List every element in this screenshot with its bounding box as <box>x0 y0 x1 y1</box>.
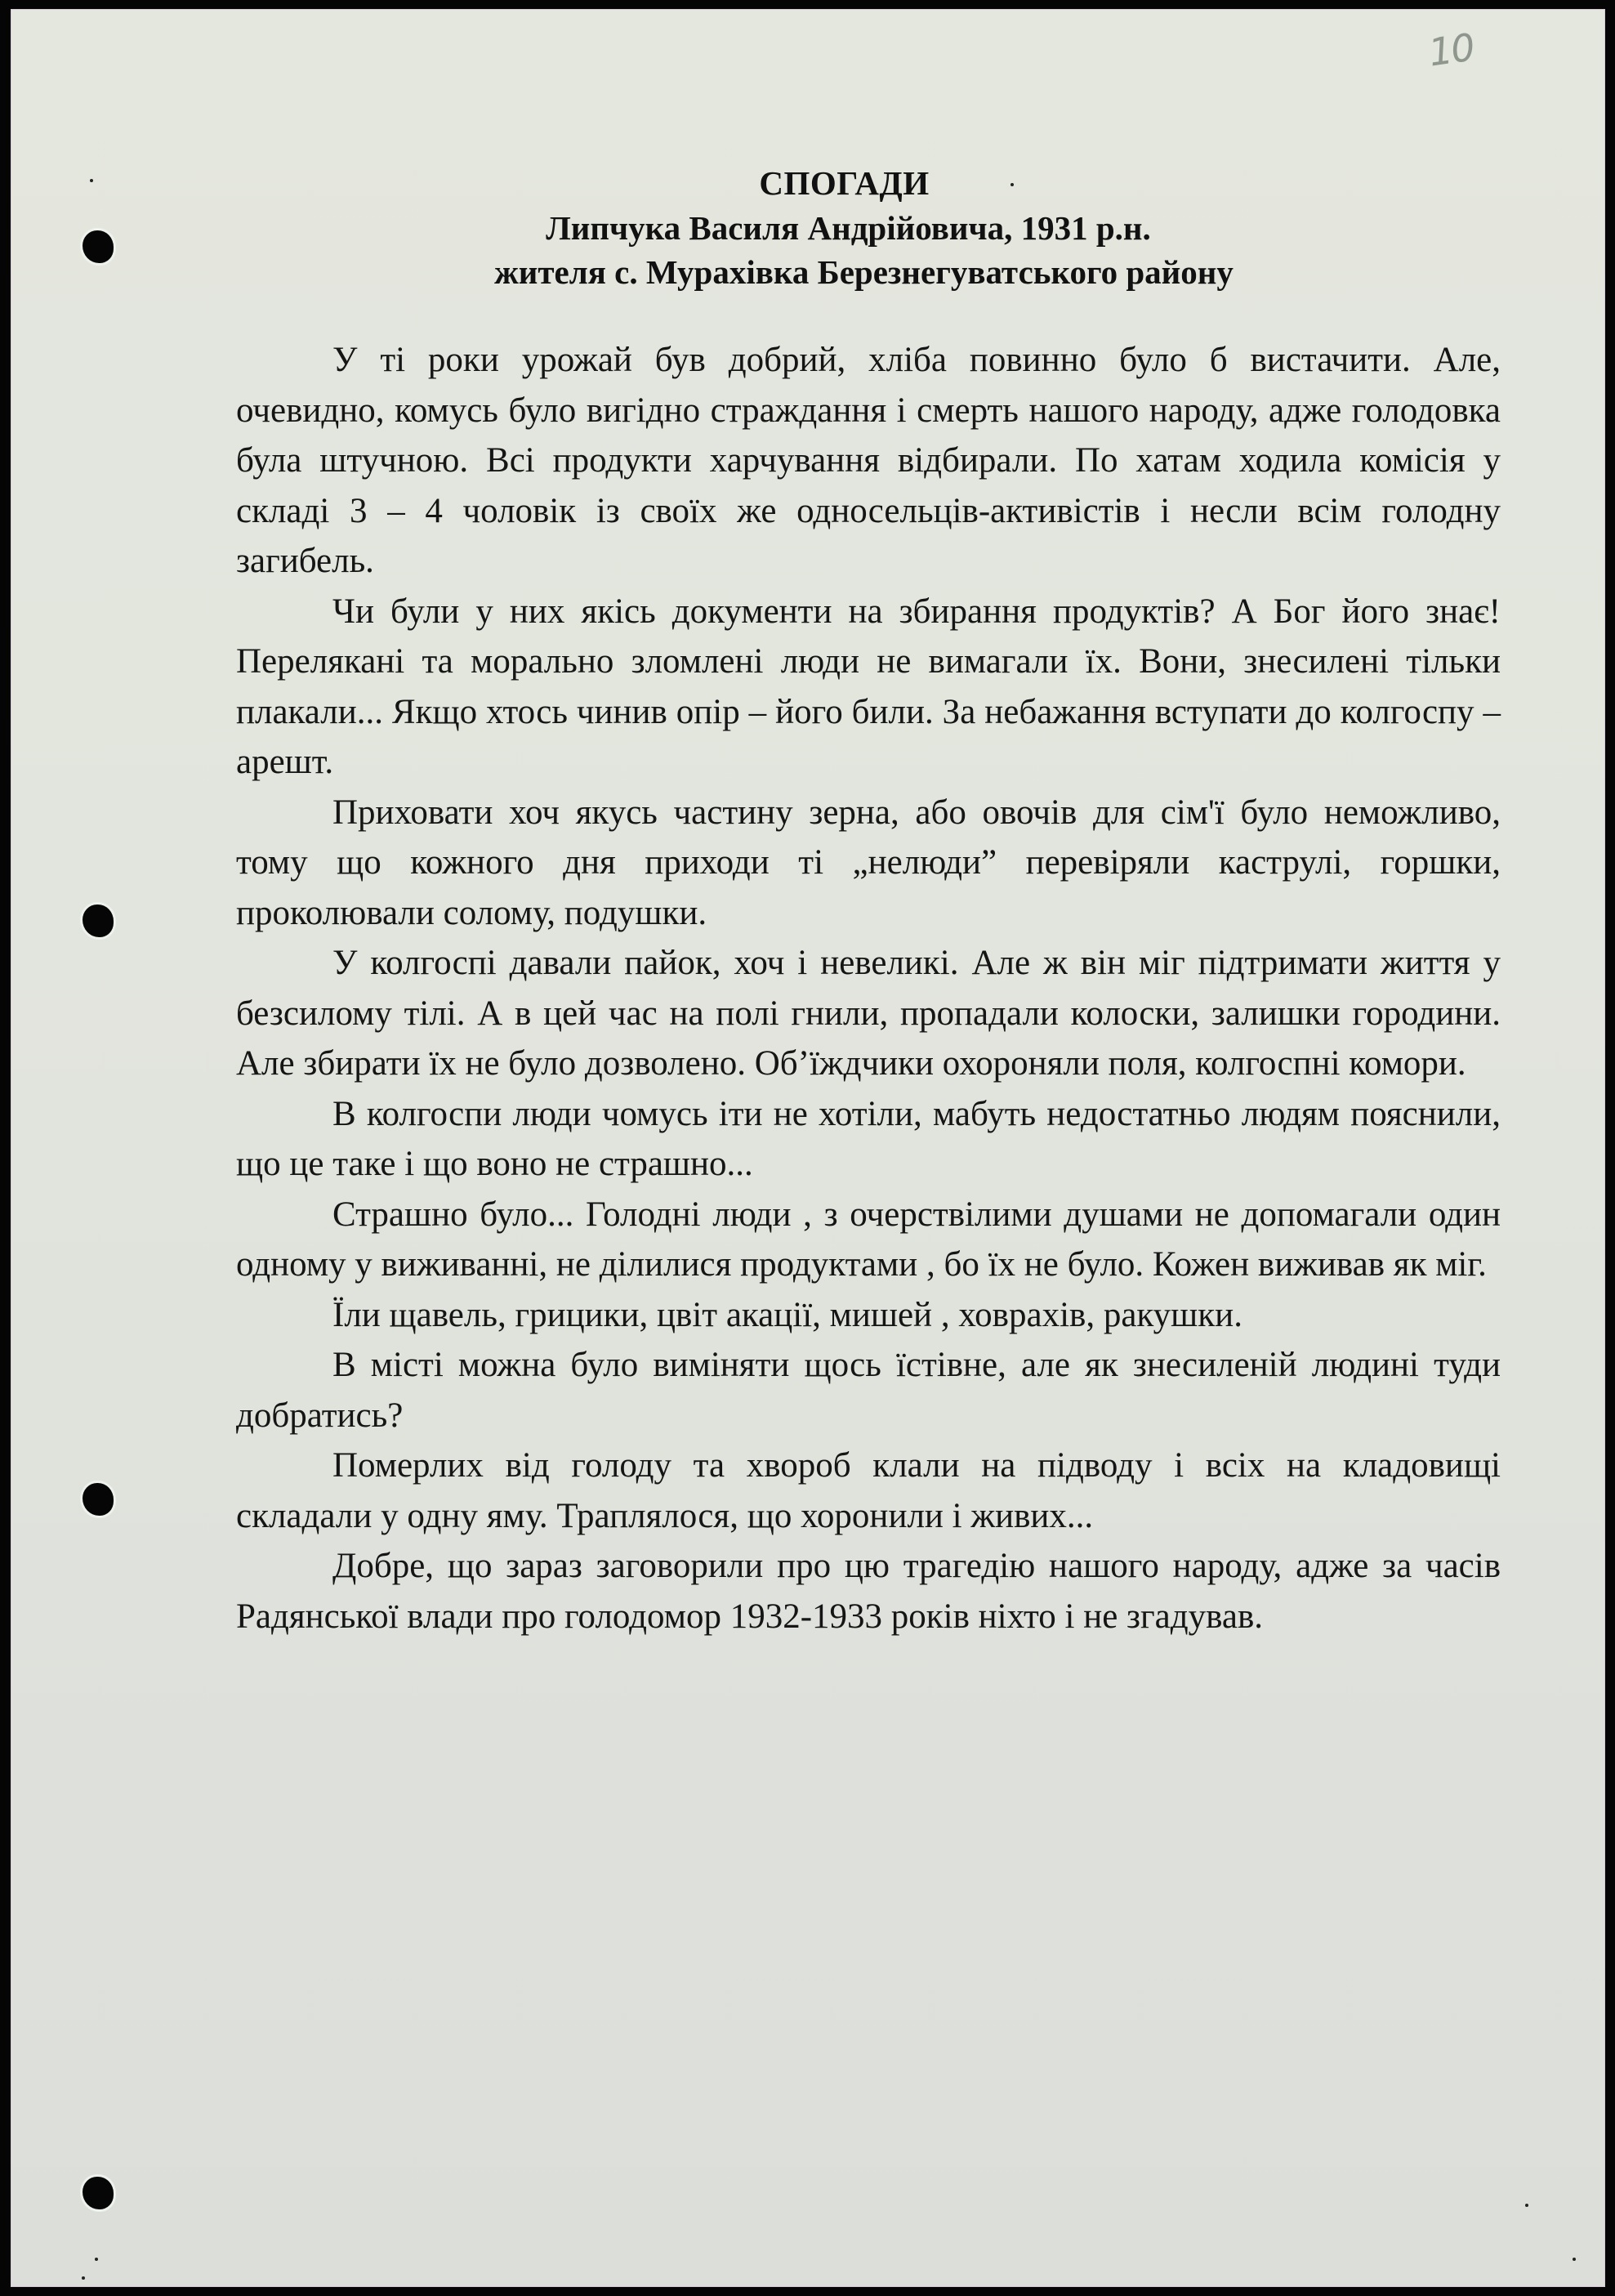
document-title: СПОГАДИ <box>759 164 930 202</box>
paragraph: У ті роки урожай був добрий, хліба повинно було б вистачити. Але, очевидно, комусь було вигідно страждання і смерть нашого народу, адже голодовка була штучною. Всі продукти харчування відбирали. По хатам ходила комісія у складі 3 – 4 чоловік із своїх же односельців-активістів і несли всім голодну загибель. <box>236 341 1501 580</box>
paragraph: Добре, що зараз заговорили про цю трагедію нашого народу, адже за часів Радянської влади про голодомор 1932-1933 років ніхто і не згадував. <box>236 1547 1501 1636</box>
scan-speck <box>1525 2204 1528 2207</box>
paragraph: Приховати хоч якусь частину зерна, або овочів для сім'ї було неможливо, тому що кожного дня приходи ті „нелюди” перевіряли каструлі, горшки, проколювали солому, подушки. <box>236 793 1501 932</box>
paragraph: Страшно було... Голодні люди , з очерствілими душами не допомагали один одному у виживанні, не ділилися продуктами , бо їх не було. Кожен виживав як міг. <box>236 1195 1501 1284</box>
scan-speck <box>1573 2258 1576 2261</box>
paragraph: Їли щавель, грицики, цвіт акації, мишей , ховрахів, ракушки. <box>332 1295 1242 1334</box>
document-author-location: жителя с. Мурахівка Березнегуватського району <box>494 253 1234 291</box>
punch-hole-icon <box>83 1483 114 1516</box>
paragraph: Чи були у них якісь документи на збирання продуктів? А Бог його знає! Перелякані та морально зломлені люди не вимагали їх. Вони, знесилені тільки плакали... Якщо хтось чинив опір – його били. За небажання вступати до колгоспу – арешт. <box>236 592 1501 781</box>
paragraph: У колгоспі давали пайок, хоч і невеликі. Але ж він міг підтримати життя у безсилому тілі. А в цей час на полі гнили, пропадали колоски, залишки городини. Але збирати їх не було дозволено. Об’їждчики охороняли поля, колгоспні комори. <box>236 944 1501 1083</box>
punch-hole-icon <box>83 2177 114 2209</box>
punch-hole-icon <box>83 905 114 937</box>
paragraph: В місті можна було виміняти щось їстівне, але як знесиленій людині туди добратись? <box>236 1346 1501 1435</box>
scan-speck <box>95 2258 98 2261</box>
document-author: Липчука Василя Андрійовича, 1931 р.н. <box>546 209 1151 247</box>
document-body <box>236 335 1501 1642</box>
paragraph: Померлих від голоду та хвороб клали на підводу і всіх на кладовищі складали у одну яму. Траплялося, що хоронили і живих... <box>236 1446 1501 1535</box>
paragraph: В колгоспи люди чомусь іти не хотіли, мабуть недостатньо людям пояснили, що це таке і що воно не страшно... <box>236 1094 1501 1183</box>
handwritten-page-number: 10 <box>1425 25 1477 75</box>
document-header <box>0 160 1615 294</box>
scan-speck <box>82 2276 85 2280</box>
